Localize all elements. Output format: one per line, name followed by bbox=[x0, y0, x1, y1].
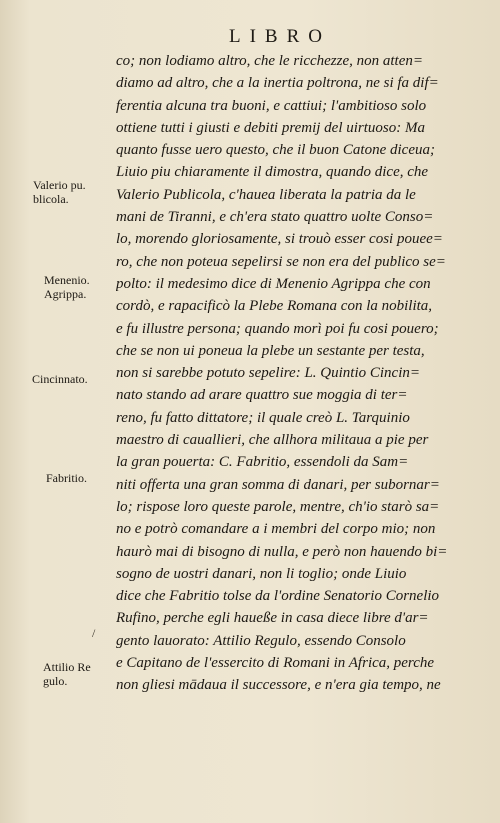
text-line: lo, morendo gloriosamente, si trouò esser cosi pouee= bbox=[116, 231, 443, 248]
margin-note-line: Cincinnato. bbox=[32, 372, 88, 386]
text-line: Liuio piu chiaramente il dimostra, quando dice, che bbox=[116, 164, 429, 181]
text-line: reno, fu fatto dittatore; il quale creò L. Tarquinio bbox=[116, 409, 410, 426]
body-text bbox=[116, 50, 486, 697]
text-line: quanto fusse uero questo, che il buon Catone diceua; bbox=[116, 142, 435, 159]
margin-note-cincinnato bbox=[32, 372, 88, 386]
text-line: nato stando ad arare quattro sue moggia di ter= bbox=[116, 387, 408, 404]
text-line: haurò mai di bisogno di nulla, e però non hauendo bi= bbox=[116, 543, 448, 560]
text-line: maestro di cauallieri, che allhora militaua a pie per bbox=[116, 432, 429, 449]
margin-note-line: Agrippa. bbox=[44, 287, 87, 301]
text-line: sogno de uostri danari, non li toglio; onde Liuio bbox=[116, 565, 407, 582]
text-line: gento lauorato: Attilio Regulo, essendo Consolo bbox=[116, 632, 406, 649]
text-line: ottiene tutti i giusti e debiti premij del uirtuoso: Ma bbox=[116, 119, 425, 136]
margin-mark: / bbox=[92, 626, 96, 640]
text-line: e fu illustre persona; quando morì poi fu cosi pouero; bbox=[116, 320, 439, 337]
margin-note-line: Menenio. bbox=[44, 273, 90, 287]
margin-note-attilio bbox=[43, 660, 91, 688]
margin-note-line: Fabritio. bbox=[46, 471, 87, 485]
text-line: Valerio Publicola, c'hauea liberata la patria da le bbox=[116, 186, 416, 203]
margin-note-line: Attilio Re bbox=[43, 660, 91, 674]
text-line: diamo ad altro, che a la inertia poltrona, ne si fa dif= bbox=[116, 75, 439, 92]
text-line: no e potrò comandare a i membri del corpo mio; non bbox=[116, 521, 436, 538]
text-line: cordò, e rapacificò la Plebe Romana con la nobilita, bbox=[116, 298, 433, 315]
margin-note-valerio bbox=[33, 178, 86, 206]
text-line: che se non ui poneua la plebe un sestante per testa, bbox=[116, 342, 425, 359]
margin-note-menenio bbox=[44, 273, 90, 301]
margin-note-line: gulo. bbox=[43, 674, 68, 688]
margin-note-fabritio bbox=[46, 471, 87, 485]
running-head: LIBRO bbox=[229, 26, 331, 47]
text-line: mani de Tiranni, e ch'era stato quattro uolte Conso= bbox=[116, 209, 434, 226]
text-line: ferentia alcuna tra buoni, e cattiui; l'ambitioso solo bbox=[116, 97, 427, 114]
text-line: co; non lodiamo altro, che le ricchezze, non atten= bbox=[116, 53, 424, 69]
text-line: ro, che non poteua sepelirsi se non era del publico se= bbox=[116, 253, 446, 270]
margin-note-line: Valerio pu. bbox=[33, 178, 86, 192]
margin-note-line: blicola. bbox=[33, 192, 69, 206]
text-line: non si sarebbe potuto sepelire: L. Quintio Cincin= bbox=[116, 365, 420, 382]
text-line: Rufino, perche egli haueße in casa diece libre d'ar= bbox=[116, 610, 429, 627]
text-line: la gran pouerta: C. Fabritio, essendoli da Sam= bbox=[116, 454, 409, 471]
text-line: niti offerta una gran somma di danari, per subornar= bbox=[116, 476, 440, 493]
text-line: e Capitano de l'essercito di Romani in Africa, perche bbox=[116, 655, 435, 672]
text-line: dice che Fabritio tolse da l'ordine Senatorio Cornelio bbox=[116, 588, 440, 605]
text-line: polto: il medesimo dice di Menenio Agrippa che con bbox=[116, 275, 431, 292]
text-line: lo; rispose loro queste parole, mentre, ch'io starò sa= bbox=[116, 498, 440, 515]
text-line: non gliesi mādaua il successore, e n'era gia tempo, ne bbox=[116, 677, 441, 694]
